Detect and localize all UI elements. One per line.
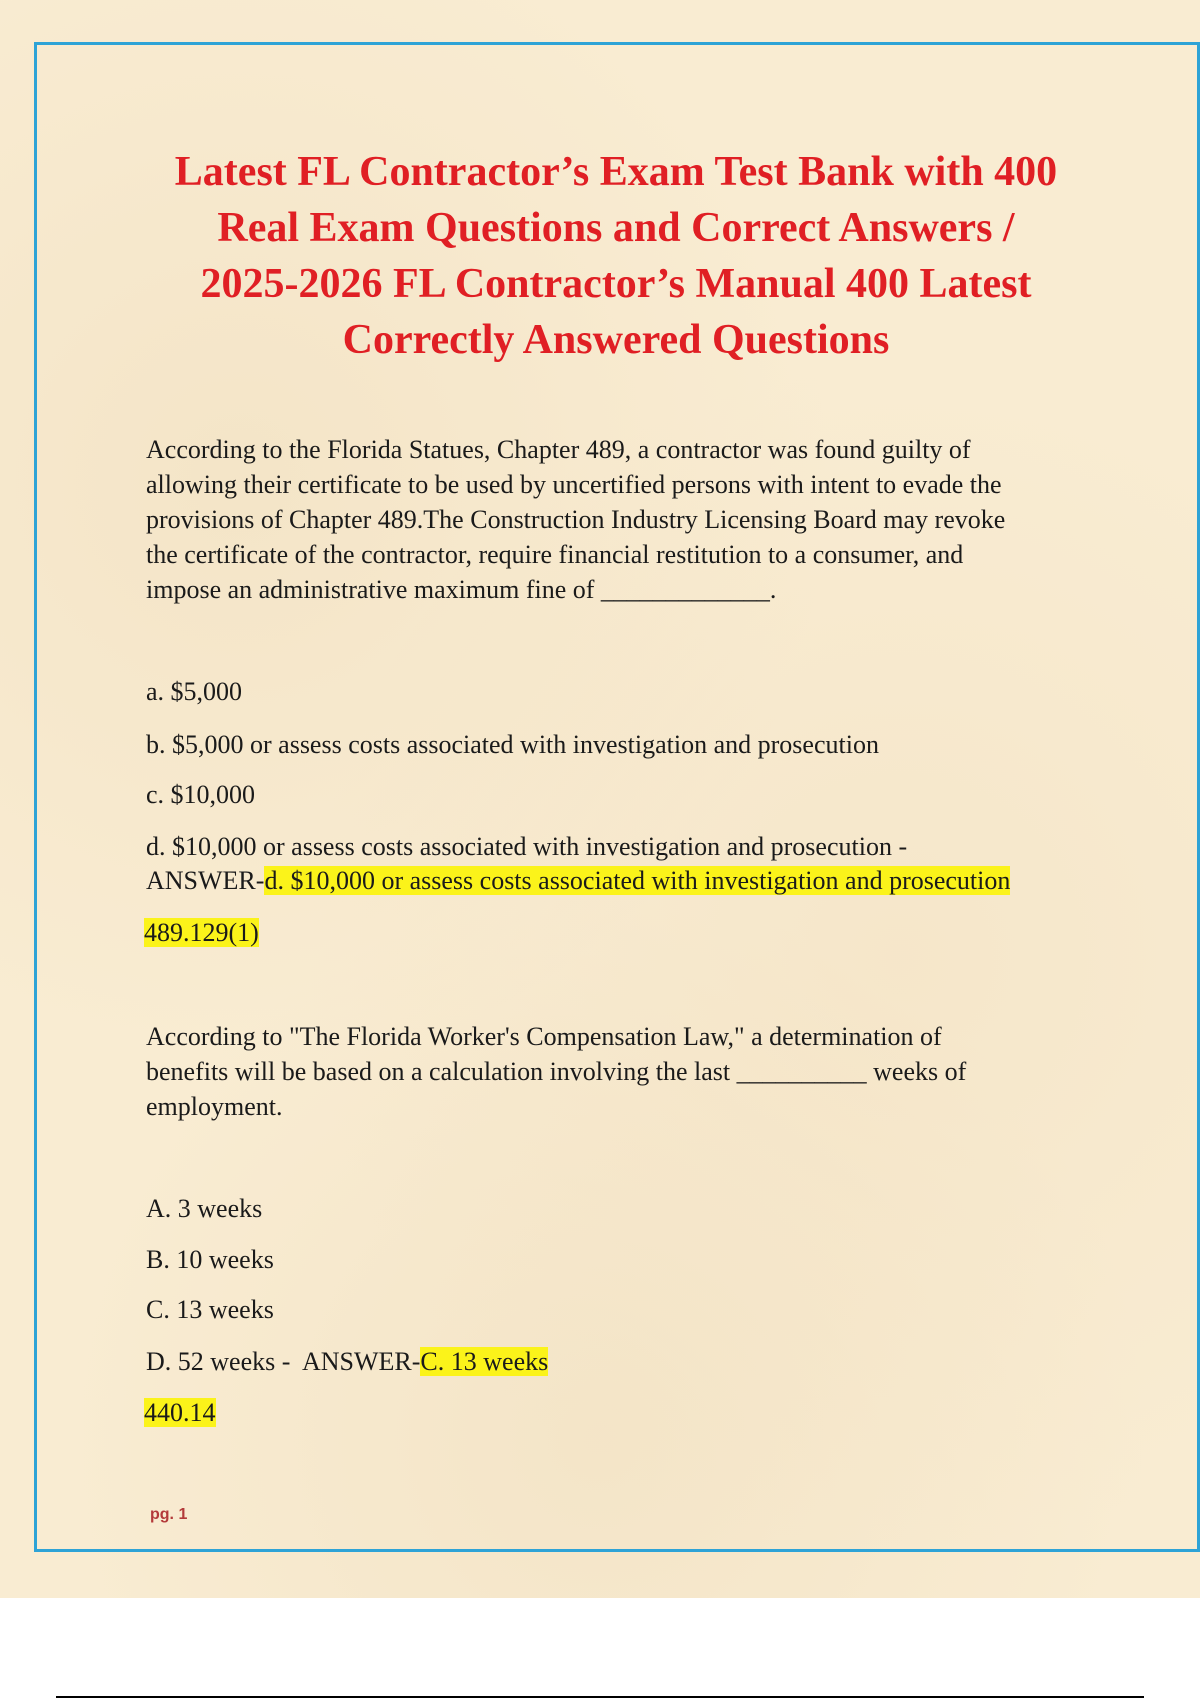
question-1-reference: 489.129(1)	[144, 918, 259, 947]
answer-highlight: d. $10,000 or assess costs associated with investigation and prosecution	[264, 866, 1011, 895]
prompt-line: employment.	[146, 1092, 283, 1121]
prompt-line: the certificate of the contractor, require financial restitution to a consumer, and	[146, 540, 964, 569]
option-d: D. 52 weeks -	[146, 1347, 302, 1376]
question-2-option-a: A. 3 weeks	[146, 1194, 263, 1223]
question-2-option-b: B. 10 weeks	[146, 1245, 274, 1274]
answer-prefix: ANSWER-	[146, 866, 265, 895]
question-1-option-c: c. $10,000	[146, 780, 256, 809]
title-line: Real Exam Questions and Correct Answers /	[217, 205, 1015, 251]
question-2-option-d-answer-line	[146, 1345, 548, 1379]
title-line: Latest FL Contractor’s Exam Test Bank with 400	[174, 149, 1058, 195]
prompt-line: According to the Florida Statues, Chapter 489, a contractor was found guilty of	[146, 435, 971, 464]
question-1-option-b: b. $5,000 or assess costs associated with investigation and prosecution	[146, 730, 879, 759]
question-1-prompt	[146, 432, 1086, 607]
question-1-option-d: d. $10,000 or assess costs associated with investigation and prosecution -	[146, 832, 908, 861]
question-1-option-a: a. $5,000	[146, 677, 243, 706]
title-line: Correctly Answered Questions	[342, 317, 890, 363]
question-2-prompt	[146, 1019, 1086, 1124]
prompt-line: provisions of Chapter 489.The Construction Industry Licensing Board may revoke	[146, 505, 1006, 534]
question-1-answer-line	[146, 864, 1010, 898]
question-2-reference: 440.14	[144, 1398, 216, 1427]
prompt-line: impose an administrative maximum fine of _____________.	[146, 575, 777, 604]
prompt-line: allowing their certificate to be used by uncertified persons with intent to evade the	[146, 470, 1002, 499]
document-title	[100, 144, 1132, 368]
answer-prefix: ANSWER-	[301, 1347, 421, 1376]
question-2-option-c: C. 13 weeks	[146, 1295, 274, 1324]
prompt-line: According to "The Florida Worker's Compensation Law," a determination of	[146, 1022, 942, 1051]
answer-highlight: C. 13 weeks	[420, 1347, 549, 1376]
title-line: 2025-2026 FL Contractor’s Manual 400 Latest	[200, 261, 1032, 307]
prompt-line: benefits will be based on a calculation involving the last __________ weeks of	[146, 1057, 967, 1086]
footer-divider	[56, 1696, 1144, 1698]
page-number: pg. 1	[150, 1506, 188, 1523]
